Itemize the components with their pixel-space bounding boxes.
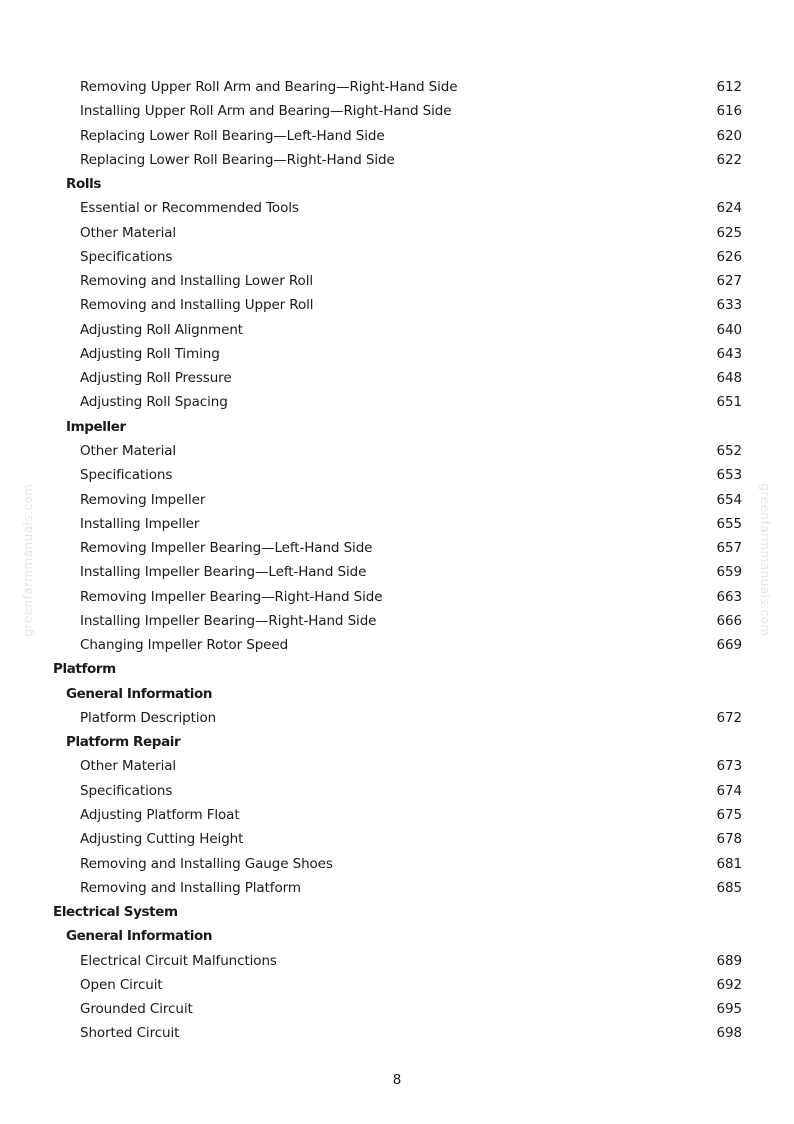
toc-entry-title: Changing Impeller Rotor Speed <box>80 637 289 654</box>
toc-entry-page: 672 <box>716 709 742 726</box>
toc-section-heading <box>0 415 794 439</box>
toc-entry-page: 698 <box>716 1025 742 1042</box>
toc-entry <box>0 390 794 414</box>
toc-entry-page: 624 <box>716 200 742 217</box>
toc-entry <box>0 779 794 803</box>
toc-entry <box>0 148 794 172</box>
toc-entry-title: Removing and Installing Gauge Shoes <box>80 855 333 872</box>
toc-entry-page: 654 <box>716 491 742 508</box>
toc-entry <box>0 852 794 876</box>
toc-entry-page: 648 <box>716 370 742 387</box>
toc-entry <box>0 221 794 245</box>
toc-entry-title: Installing Upper Roll Arm and Bearing—Right-Hand Side <box>80 103 452 120</box>
toc-entry-title: Replacing Lower Roll Bearing—Left-Hand Side <box>80 127 385 144</box>
toc-entry-title: Electrical Circuit Malfunctions <box>80 952 277 969</box>
toc-entry-title: Adjusting Roll Pressure <box>80 370 232 387</box>
toc-entry-title: General Information <box>66 685 213 702</box>
toc-entry-page: 616 <box>716 103 742 120</box>
toc-entry-title: Other Material <box>80 442 177 459</box>
toc-entry-title: Replacing Lower Roll Bearing—Right-Hand Side <box>80 151 395 168</box>
toc-entry <box>0 827 794 851</box>
toc-section-heading <box>0 657 794 681</box>
toc-entry-page: 643 <box>716 345 742 362</box>
toc-entry-title: Removing Impeller Bearing—Left-Hand Side <box>80 540 373 557</box>
toc-entry <box>0 1021 794 1045</box>
toc-entry-title: Adjusting Platform Float <box>80 806 240 823</box>
toc-entry-page: 626 <box>716 248 742 265</box>
toc-entry-page: 681 <box>716 855 742 872</box>
toc-entry-page: 692 <box>716 976 742 993</box>
toc-entry-page: 633 <box>716 297 742 314</box>
toc-entry <box>0 488 794 512</box>
watermark-left: greenfarmmanuals.com <box>21 483 35 637</box>
toc-entry-page: 673 <box>716 758 742 775</box>
toc-entry-title: Specifications <box>80 248 173 265</box>
toc-entry <box>0 439 794 463</box>
toc-entry <box>0 754 794 778</box>
toc-entry-title: Rolls <box>66 176 101 193</box>
toc-entry <box>0 609 794 633</box>
watermark-right: greenfarmmanuals.com <box>758 483 772 637</box>
toc-entry <box>0 342 794 366</box>
toc-section-heading <box>0 730 794 754</box>
toc-entry-title: Installing Impeller Bearing—Left-Hand Side <box>80 564 367 581</box>
toc-entry-page: 652 <box>716 442 742 459</box>
toc-entry <box>0 560 794 584</box>
toc-entry-page: 669 <box>716 637 742 654</box>
toc-entry-page: 653 <box>716 467 742 484</box>
page-number: 8 <box>392 1072 402 1088</box>
toc-entry-page: 666 <box>716 612 742 629</box>
toc-entry-page: 622 <box>716 151 742 168</box>
toc-entry-page: 612 <box>716 79 742 95</box>
toc-entry <box>0 269 794 293</box>
toc-entry-title: Other Material <box>80 758 177 775</box>
toc-section-heading <box>0 682 794 706</box>
toc-entry <box>0 876 794 900</box>
toc-entry <box>0 633 794 657</box>
toc-entry-title: Adjusting Cutting Height <box>80 831 244 848</box>
toc-entry <box>0 706 794 730</box>
toc-entry <box>0 318 794 342</box>
toc-entry-title: Removing Impeller <box>80 491 206 508</box>
toc-entry-page: 695 <box>716 1001 742 1018</box>
toc-entry-page: 655 <box>716 515 742 532</box>
toc-section-heading <box>0 172 794 196</box>
toc-entry <box>0 536 794 560</box>
toc-section-heading <box>0 924 794 948</box>
toc-entry-title: Adjusting Roll Alignment <box>80 321 243 338</box>
toc-entry-title: Specifications <box>80 467 173 484</box>
toc-entry-page: 659 <box>716 564 742 581</box>
toc-entry-title: Open Circuit <box>80 976 163 993</box>
toc-entry-title: Platform <box>53 661 116 678</box>
toc-entry-title: Other Material <box>80 224 177 241</box>
toc-entry-title: Removing and Installing Platform <box>80 879 301 896</box>
toc-entry-title: Removing Upper Roll Arm and Bearing—Right-Hand Side <box>80 79 458 95</box>
toc-entry-page: 625 <box>716 224 742 241</box>
toc-entry <box>0 512 794 536</box>
toc-entry <box>0 75 794 99</box>
toc-entry <box>0 366 794 390</box>
toc-entry <box>0 99 794 123</box>
toc-entry <box>0 124 794 148</box>
toc-entry-page: 651 <box>716 394 742 411</box>
toc-entry-title: Installing Impeller Bearing—Right-Hand Side <box>80 612 377 629</box>
toc-entry <box>0 245 794 269</box>
toc-entry-title: Adjusting Roll Timing <box>80 345 220 362</box>
toc-entry-page: 663 <box>716 588 742 605</box>
toc-entry-page: 640 <box>716 321 742 338</box>
toc-entry <box>0 585 794 609</box>
toc-entry-page: 627 <box>716 273 742 290</box>
toc-entry-page: 620 <box>716 127 742 144</box>
toc-section-heading <box>0 900 794 924</box>
toc-entry-title: Adjusting Roll Spacing <box>80 394 228 411</box>
toc-entry <box>0 463 794 487</box>
toc-entry-page: 657 <box>716 540 742 557</box>
toc-entry <box>0 293 794 317</box>
toc-entry-page: 689 <box>716 952 742 969</box>
toc-entry-title: Shorted Circuit <box>80 1025 180 1042</box>
toc-entry <box>0 803 794 827</box>
toc-entry-title: Removing and Installing Lower Roll <box>80 273 314 290</box>
toc-entry-title: Specifications <box>80 782 173 799</box>
toc-entry <box>0 196 794 220</box>
toc-entry-page: 674 <box>716 782 742 799</box>
toc-entry-title: Platform Repair <box>66 734 181 751</box>
table-of-contents <box>0 75 794 1046</box>
toc-entry-title: General Information <box>66 928 213 945</box>
toc-entry-title: Electrical System <box>53 904 178 921</box>
toc-entry-title: Platform Description <box>80 709 217 726</box>
toc-entry-page: 675 <box>716 806 742 823</box>
toc-entry <box>0 949 794 973</box>
toc-entry <box>0 973 794 997</box>
toc-entry-page: 685 <box>716 879 742 896</box>
toc-entry-title: Removing Impeller Bearing—Right-Hand Side <box>80 588 383 605</box>
toc-entry-title: Grounded Circuit <box>80 1001 193 1018</box>
toc-entry-title: Installing Impeller <box>80 515 200 532</box>
toc-entry <box>0 997 794 1021</box>
toc-entry-page: 678 <box>716 831 742 848</box>
toc-entry-title: Impeller <box>66 418 126 435</box>
toc-entry-title: Essential or Recommended Tools <box>80 200 299 217</box>
toc-entry-title: Removing and Installing Upper Roll <box>80 297 314 314</box>
